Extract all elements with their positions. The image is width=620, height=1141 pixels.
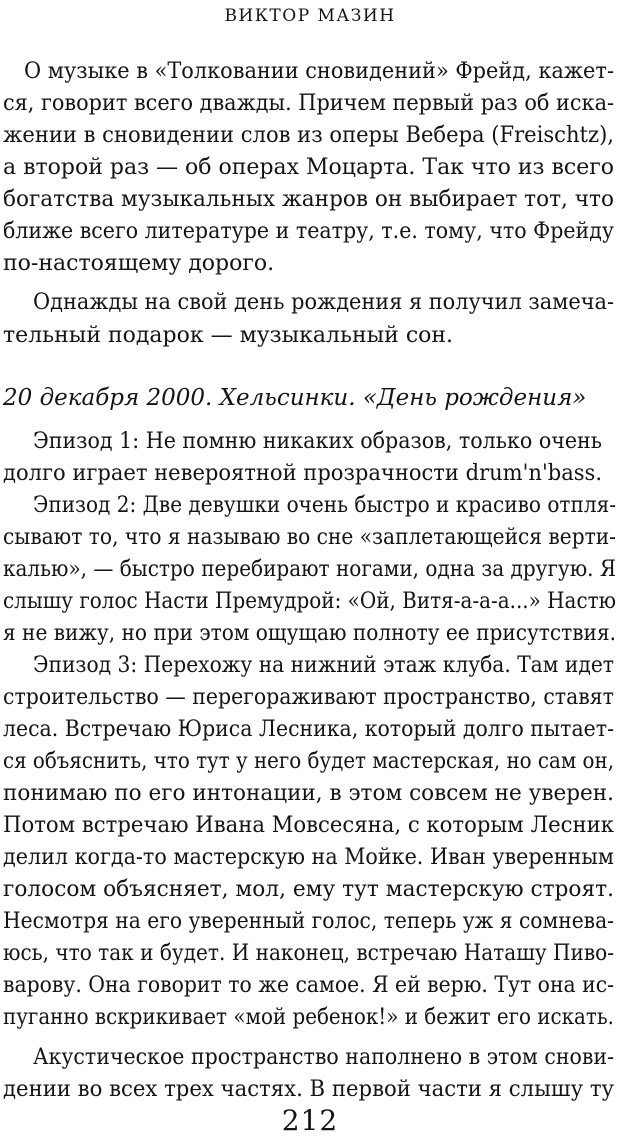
text-line: сывают то, что я называю во сне «заплетающейся верти- [3, 525, 616, 550]
text-line: богатства музыкальных жанров он выбирает тот, что [3, 187, 614, 212]
text-line: леса. Встречаю Юриса Лесника, который долго пытает- [3, 717, 614, 742]
text-line: слышу голос Насти Премудрой: «Ой, Витя-а-а-а...» Настю [3, 589, 616, 614]
text-line: голосом объясняет, мол, ему тут мастерскую строят. [3, 877, 614, 902]
text-line: калью», — быстро перебирают ногами, одна за другую. Я [3, 557, 616, 582]
text-line: жении в сновидении слов из оперы Вебера (Freischtz), [3, 123, 614, 148]
text-line: ся объяснить, что тут у него будет мастерская, но сам он, [3, 749, 614, 774]
text-line: О музыке в «Толковании сновидений» Фрейд, кажет- [24, 59, 614, 84]
running-header: ВИКТОР МАЗИН [224, 6, 396, 26]
text-line: строительство — перегораживают пространство, ставят [3, 685, 614, 710]
text-line: юсь, что так и будет. И наконец, встречаю Наташу Пиво- [3, 941, 614, 966]
text-line: ближе всего литературе и театру, т.е. тому, что Фрейду [3, 219, 614, 244]
entry-title: 20 декабря 2000. Хельсинки. «День рождения» [3, 385, 587, 411]
text-line: Несмотря на его уверенный голос, теперь уж я сомнева- [3, 909, 614, 934]
text-line: пуганно вскрикивает «мой ребенок!» и бежит его искать. [3, 1005, 614, 1030]
text-line: Эпизод 2: Две девушки очень быстро и красиво отпля- [33, 493, 616, 518]
text-line: по-настоящему дорого. [3, 251, 275, 276]
text-line: долго играет невероятной прозрачности drum'n'bass. [3, 461, 602, 486]
text-line: Однажды на свой день рождения я получил замеча- [33, 290, 614, 315]
page-number: 212 [281, 1104, 339, 1137]
text-line: делил когда-то мастерскую на Мойке. Иван уверенным [3, 845, 614, 870]
text-line: а второй раз — об операх Моцарта. Так что из всего [3, 155, 614, 180]
text-line: Потом встречаю Ивана Мовсесяна, с которым Лесник [3, 813, 614, 838]
text-line: ся, говорит всего дважды. Причем первый раз об иска- [3, 91, 614, 116]
text-line: я не вижу, но при этом ощущаю полноту ее присутствия. [3, 621, 616, 646]
text-line: Эпизод 1: Не помню никаких образов, только очень [33, 429, 602, 454]
text-line: тельный подарок — музыкальный сон. [3, 323, 454, 348]
text-line: дении во всех трех частях. В первой части я слышу ту [3, 1077, 614, 1102]
text-line: варову. Она говорит то же самое. Я ей верю. Тут она ис- [3, 973, 614, 998]
text-line: Акустическое пространство наполнено в этом снови- [33, 1045, 614, 1070]
text-line: понимаю по его интонации, в этом совсем не уверен. [3, 781, 614, 806]
text-line: Эпизод 3: Перехожу на нижний этаж клуба. Там идет [33, 653, 614, 678]
